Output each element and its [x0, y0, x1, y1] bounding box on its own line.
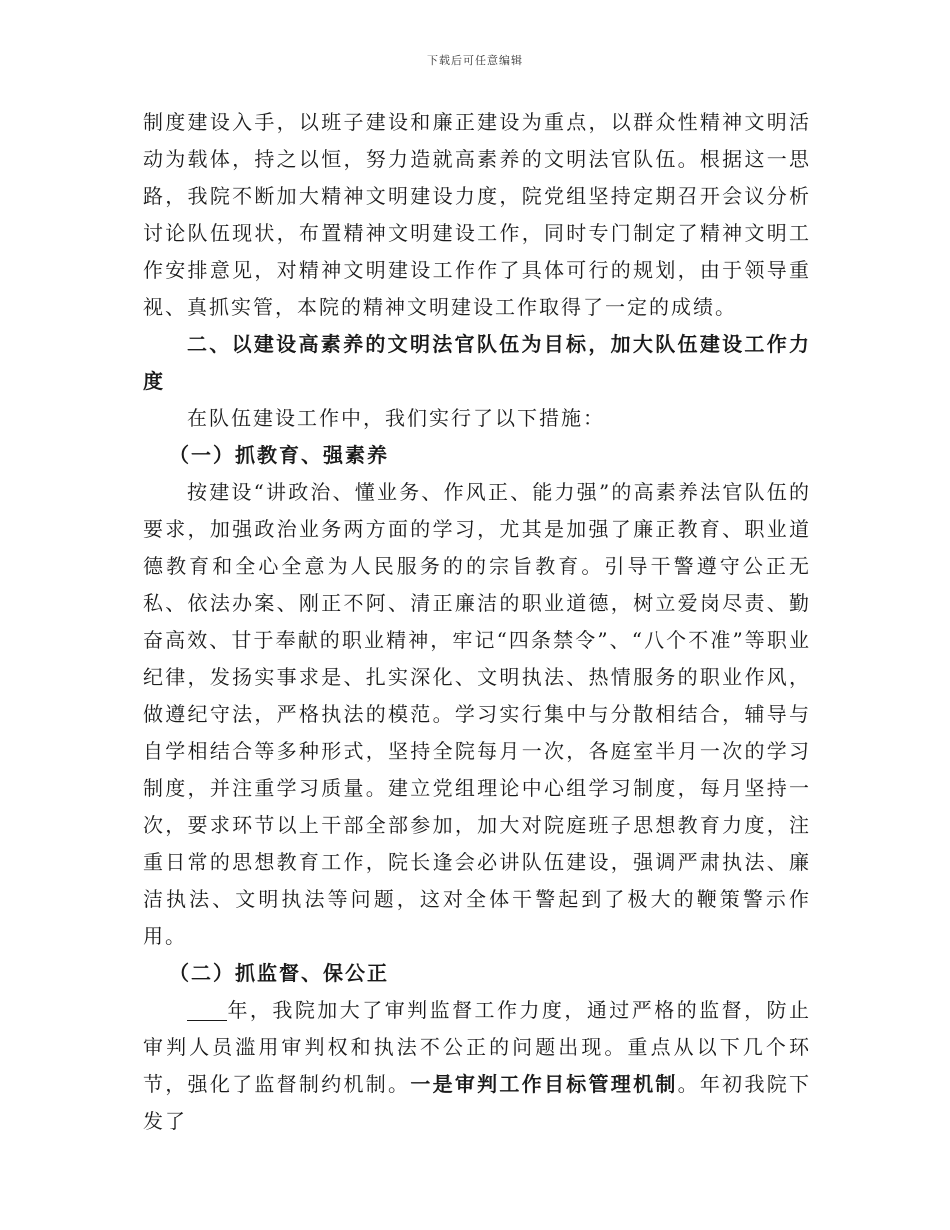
subheading-education: （一）抓教育、强素养 — [169, 443, 389, 467]
paragraph-education: 按建设“讲政治、懂业务、作风正、能力强”的高素养法官队伍的要求，加强政治业务两方面的学习，尤其是加强了廉正教育、职业道德教育和全心全意为人民服务的的宗旨教育。引导干警遵守公正无私、依法办案、刚正不阿、清正廉洁的职业道德，树立爱岗尽责、勤奋高效、甘于奉献的职业精神，牢记“四条禁令”、“八个不准”等职业纪律，发扬实事求是、扎实深化、文明执法、热情服务的职业作风，做遵纪守法，严格执法的模范。学习实行集中与分散相结合，辅导与自学相结合等多种形式，坚持全院每月一次，各庭室半月一次的学习制度，并注重学习质量。建立党组理论中心组学习制度，每月坚持一次，要求环节以上干部全部参加，加大对院庭班子思想教育力度，注重日常的思想教育工作，院长逢会必讲队伍建设，强调严肃执法、廉洁执法、文明执法等问题，这对全体干警起到了极大的鞭策警示作用。 — [143, 480, 811, 948]
paragraph-supervision — [143, 992, 811, 1140]
supervision-bold-point: 一是审判工作目标管理机制 — [410, 1072, 678, 1096]
document-body — [143, 104, 811, 1140]
paragraph-measures-intro: 在队伍建设工作中，我们实行了以下措施： — [187, 406, 605, 430]
supervision-text-end: 。年初我院下发了 — [143, 1072, 812, 1133]
supervision-text: 年，我院加大了审判监督工作力度，通过严格的监督，防止审判人员滥用审判权和执法不公正的问题出现。重点从以下几个环节，强化了监督制约机制。 — [143, 998, 811, 1096]
section-heading-2: 二、以建设高素养的文明法官队伍为目标，加大队伍建设工作力度 — [143, 332, 811, 393]
blank-year-field — [187, 1000, 227, 1021]
subheading-supervision: （二）抓监督、保公正 — [169, 961, 389, 985]
page-header: 下载后可任意编辑 — [427, 54, 523, 67]
paragraph-continuation: 制度建设入手，以班子建设和廉正建设为重点，以群众性精神文明活动为载体，持之以恒，努力造就高素养的文明法官队伍。根据这一思路，我院不断加大精神文明建设力度，院党组坚持定期召开会议分析讨论队伍现状，布置精神文明建设工作，同时专门制定了精神文明工作安排意见，对精神文明建设工作作了具体可行的规划，由于领导重视、真抓实管，本院的精神文明建设工作取得了一定的成绩。 — [143, 110, 811, 319]
